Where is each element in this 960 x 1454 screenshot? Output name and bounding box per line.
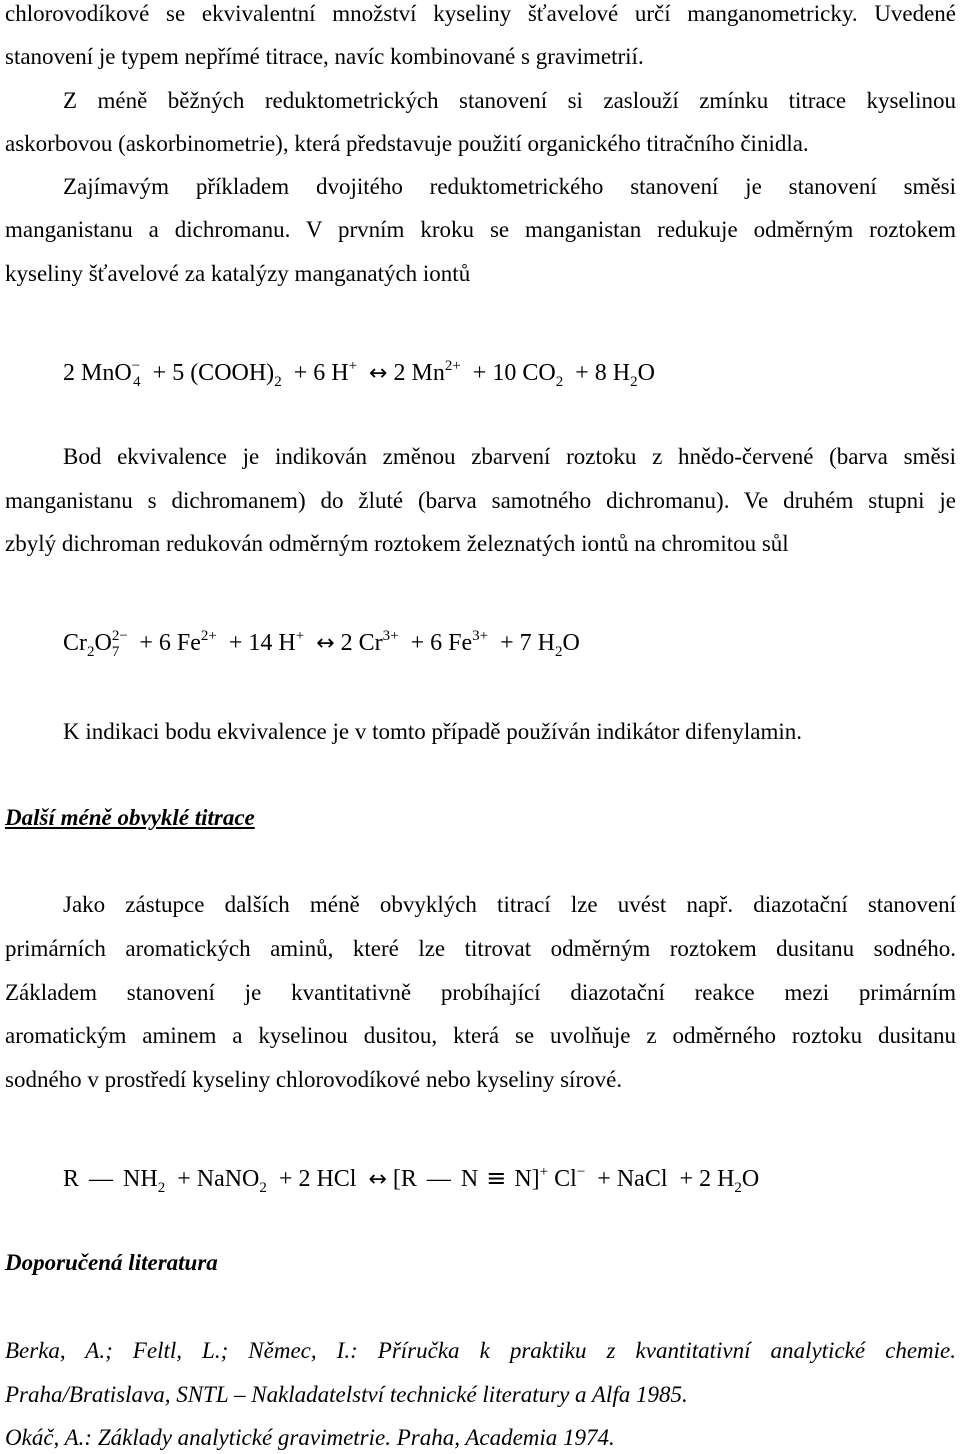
text-line: stanovení je typem nepřímé titrace, navíc kombinované s gravimetrií. — [5, 44, 644, 69]
text-line: manganistanu s dichromanem) do žluté (barva samotného dichromanu). Ve druhém stupni je — [5, 488, 956, 513]
text-line: primárních aromatických aminů, které lze titrovat odměrným roztokem dusitanu sodného. — [5, 936, 956, 961]
text-line: kyseliny šťavelové za katalýzy manganatých iontů — [5, 261, 471, 286]
equation-permanganate-oxalate: 2 MnO−$_4$ + 5 $(COOH)_2 + 6$ H+ ↔ 2 $Mn^{2+} + 10$ $CO_2 + 8$ $H_2O$ — [63, 358, 655, 390]
literature-heading: Doporučená literatura — [5, 1250, 218, 1275]
equilibrium-arrow-icon: ↔ — [368, 1167, 387, 1192]
text-line: manganistanu a dichromanu. V prvním kroku se manganistan redukuje odměrným roztokem — [5, 217, 956, 242]
text-line: chlorovodíkové se ekvivalentní množství kyseliny šťavelové určí manganometricky. Uvedené — [5, 1, 956, 26]
equilibrium-arrow-icon: ↔ — [316, 631, 335, 656]
text-line: zbylý dichroman redukován odměrným roztokem železnatých iontů na chromitou sůl — [5, 531, 789, 556]
text-line: Bod ekvivalence je indikován změnou zbarvení roztoku z hnědo-červené (barva směsi — [63, 444, 956, 469]
section-heading: Další méně obvyklé titrace — [5, 805, 255, 830]
text-line: Zajímavým příkladem dvojitého reduktometrického stanovení je stanovení směsi — [63, 174, 956, 199]
reference-item: Okáč, A.: Základy analytické gravimetrie. Praha, Academia 1974. — [5, 1425, 615, 1450]
equation-diazotation: R — $NH_2$ + NaNO$_2$ + 2 HCl ↔ [R — N ≡ N]+ Cl− + NaCl + 2 $H_2O$ — [63, 1164, 760, 1196]
text-line: aromatickým aminem a kyselinou dusitou, která se uvolňuje z odměrného roztoku dusitanu — [5, 1023, 956, 1048]
text-line: sodného v prostředí kyseliny chlorovodíkové nebo kyseliny sírové. — [5, 1067, 623, 1092]
equation-dichromate-iron: $Cr_2O^{2-}_7 + 6$ $Fe^{2+} + 14$ H+ ↔ 2 $Cr^{3+} + 6$ $Fe^{3+} + 7$ $H_2O$ — [63, 628, 580, 660]
text-line: K indikaci bodu ekvivalence je v tomto případě používán indikátor difenylamin. — [63, 719, 802, 744]
reference-item: Berka, A.; Feltl, L.; Němec, I.: Příručka k praktiku z kvantitativní analytické chemie. — [5, 1338, 956, 1363]
text-line: askorbovou (askorbinometrie), která představuje použití organického titračního činidla. — [5, 131, 809, 156]
text-line: Z méně běžných reduktometrických stanovení si zaslouží zmínku titrace kyselinou — [63, 88, 956, 113]
reference-item: Praha/Bratislava, SNTL – Nakladatelství technické literatury a Alfa 1985. — [5, 1382, 688, 1407]
text-line: Základem stanovení je kvantitativně probíhající diazotační reakce mezi primárním — [5, 980, 956, 1005]
text-line: Jako zástupce dalších méně obvyklých titrací lze uvést např. diazotační stanovení — [63, 892, 956, 917]
equilibrium-arrow-icon: ↔ — [369, 361, 388, 386]
triple-bond-icon: ≡ — [486, 1164, 507, 1192]
